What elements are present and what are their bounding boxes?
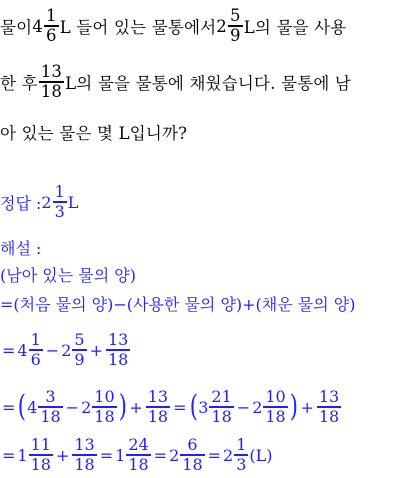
fraction bbox=[92, 389, 116, 424]
mixed-number-whole: 2 bbox=[216, 16, 227, 36]
equals-sign: = bbox=[99, 445, 114, 465]
denominator: 18 bbox=[107, 349, 129, 369]
numerator: 13 bbox=[74, 435, 95, 455]
mixed-number-whole: 4 bbox=[27, 397, 38, 417]
denominator: 18 bbox=[265, 406, 286, 426]
fraction bbox=[44, 5, 59, 45]
plus-sign: + bbox=[55, 445, 70, 465]
question-line-1 bbox=[0, 6, 346, 46]
explanation-text: =(처음 물의 양)−(사용한 물의 양)+(채운 물의 양) bbox=[0, 294, 356, 314]
answer-unit: L bbox=[67, 192, 79, 212]
denominator: 18 bbox=[94, 406, 115, 426]
fraction bbox=[106, 332, 130, 367]
denominator: 18 bbox=[74, 454, 95, 474]
question-text: 물이 bbox=[0, 18, 33, 37]
question-line-3 bbox=[0, 120, 187, 144]
denominator: 18 bbox=[40, 81, 63, 101]
mixed-number-whole: 4 bbox=[17, 340, 28, 360]
numerator: 5 bbox=[74, 330, 85, 350]
mixed-number-whole: 2 bbox=[252, 397, 263, 417]
fraction bbox=[29, 332, 43, 367]
question-text: L 들어 있는 물통에서 bbox=[59, 18, 217, 37]
numerator: 10 bbox=[94, 387, 115, 407]
answer-whole: 2 bbox=[41, 192, 52, 212]
numerator: 1 bbox=[30, 330, 41, 350]
fraction bbox=[263, 389, 287, 424]
fraction bbox=[209, 389, 233, 424]
fraction bbox=[317, 389, 341, 424]
question-text: 한 후 bbox=[0, 74, 38, 93]
unit-label: (L) bbox=[249, 445, 273, 465]
denominator: 18 bbox=[40, 406, 61, 426]
mixed-number-whole: 2 bbox=[169, 445, 180, 465]
right-paren: ) bbox=[289, 389, 298, 424]
denominator: 6 bbox=[45, 25, 57, 45]
numerator: 13 bbox=[107, 330, 129, 350]
numerator: 13 bbox=[318, 387, 340, 407]
mixed-number-whole: 2 bbox=[81, 397, 92, 417]
answer-line bbox=[0, 180, 78, 224]
minus-sign: − bbox=[45, 340, 60, 360]
mixed-number-whole: 1 bbox=[115, 445, 126, 465]
mixed-number-whole: 2 bbox=[223, 445, 234, 465]
answer-label: 정답 : bbox=[0, 193, 42, 213]
answer-fraction bbox=[53, 184, 67, 219]
equals-sign: = bbox=[2, 340, 16, 360]
equals-sign: = bbox=[207, 445, 222, 465]
denominator: 18 bbox=[211, 406, 232, 426]
numerator: 24 bbox=[128, 435, 149, 455]
numerator: 13 bbox=[147, 387, 169, 407]
right-paren: ) bbox=[118, 389, 127, 424]
question-text: L의 물을 물통에 채웠습니다. 물통에 남 bbox=[65, 74, 352, 93]
explanation-line-2 bbox=[0, 292, 355, 314]
plus-sign: + bbox=[129, 397, 143, 417]
denominator: 3 bbox=[236, 454, 247, 474]
fraction bbox=[234, 437, 248, 472]
mixed-number-whole: 3 bbox=[198, 397, 209, 417]
plus-sign: + bbox=[89, 340, 103, 360]
fraction bbox=[72, 437, 96, 472]
fraction bbox=[72, 332, 86, 367]
explanation-line-1 bbox=[0, 263, 136, 285]
numerator: 5 bbox=[230, 5, 241, 25]
denominator: 3 bbox=[54, 201, 65, 221]
numerator: 21 bbox=[211, 387, 232, 407]
fraction bbox=[38, 389, 62, 424]
denominator: 18 bbox=[128, 454, 149, 474]
fraction bbox=[180, 437, 204, 472]
denominator: 18 bbox=[30, 454, 51, 474]
explanation-step-1 bbox=[0, 327, 131, 373]
numerator: 13 bbox=[40, 61, 63, 81]
fraction bbox=[228, 5, 243, 45]
numerator: 1 bbox=[236, 435, 247, 455]
equals-sign: = bbox=[2, 445, 16, 465]
explanation-label bbox=[0, 236, 41, 258]
fraction bbox=[146, 389, 170, 424]
explanation-heading: 해설 : bbox=[0, 238, 42, 258]
denominator: 18 bbox=[147, 406, 169, 426]
question-text: 아 있는 물은 몇 L입니까? bbox=[0, 124, 188, 143]
plus-sign: + bbox=[300, 397, 314, 417]
left-paren: ( bbox=[189, 389, 198, 424]
equals-sign: = bbox=[173, 397, 187, 417]
mixed-number-whole: 4 bbox=[32, 16, 43, 36]
question-line-2 bbox=[0, 60, 351, 104]
numerator: 3 bbox=[45, 387, 56, 407]
denominator: 18 bbox=[182, 454, 203, 474]
denominator: 6 bbox=[30, 349, 41, 369]
numerator: 1 bbox=[54, 182, 65, 202]
numerator: 6 bbox=[187, 435, 198, 455]
numerator: 11 bbox=[30, 435, 51, 455]
mixed-number-whole: 1 bbox=[17, 445, 28, 465]
denominator: 9 bbox=[74, 349, 85, 369]
fraction bbox=[39, 61, 64, 101]
explanation-step-2 bbox=[0, 384, 342, 430]
numerator: 10 bbox=[265, 387, 286, 407]
denominator: 18 bbox=[318, 406, 340, 426]
denominator: 9 bbox=[230, 25, 241, 45]
fraction bbox=[126, 437, 150, 472]
question-text: L의 물을 사용 bbox=[243, 18, 347, 37]
explanation-text: (남아 있는 물의 양) bbox=[0, 265, 136, 285]
equals-sign: = bbox=[2, 397, 16, 417]
equals-sign: = bbox=[153, 445, 168, 465]
left-paren: ( bbox=[18, 389, 27, 424]
explanation-step-3 bbox=[0, 432, 273, 478]
minus-sign: − bbox=[65, 397, 80, 417]
mixed-number-whole: 2 bbox=[61, 340, 72, 360]
fraction bbox=[29, 437, 53, 472]
numerator: 1 bbox=[45, 5, 57, 25]
minus-sign: − bbox=[236, 397, 251, 417]
